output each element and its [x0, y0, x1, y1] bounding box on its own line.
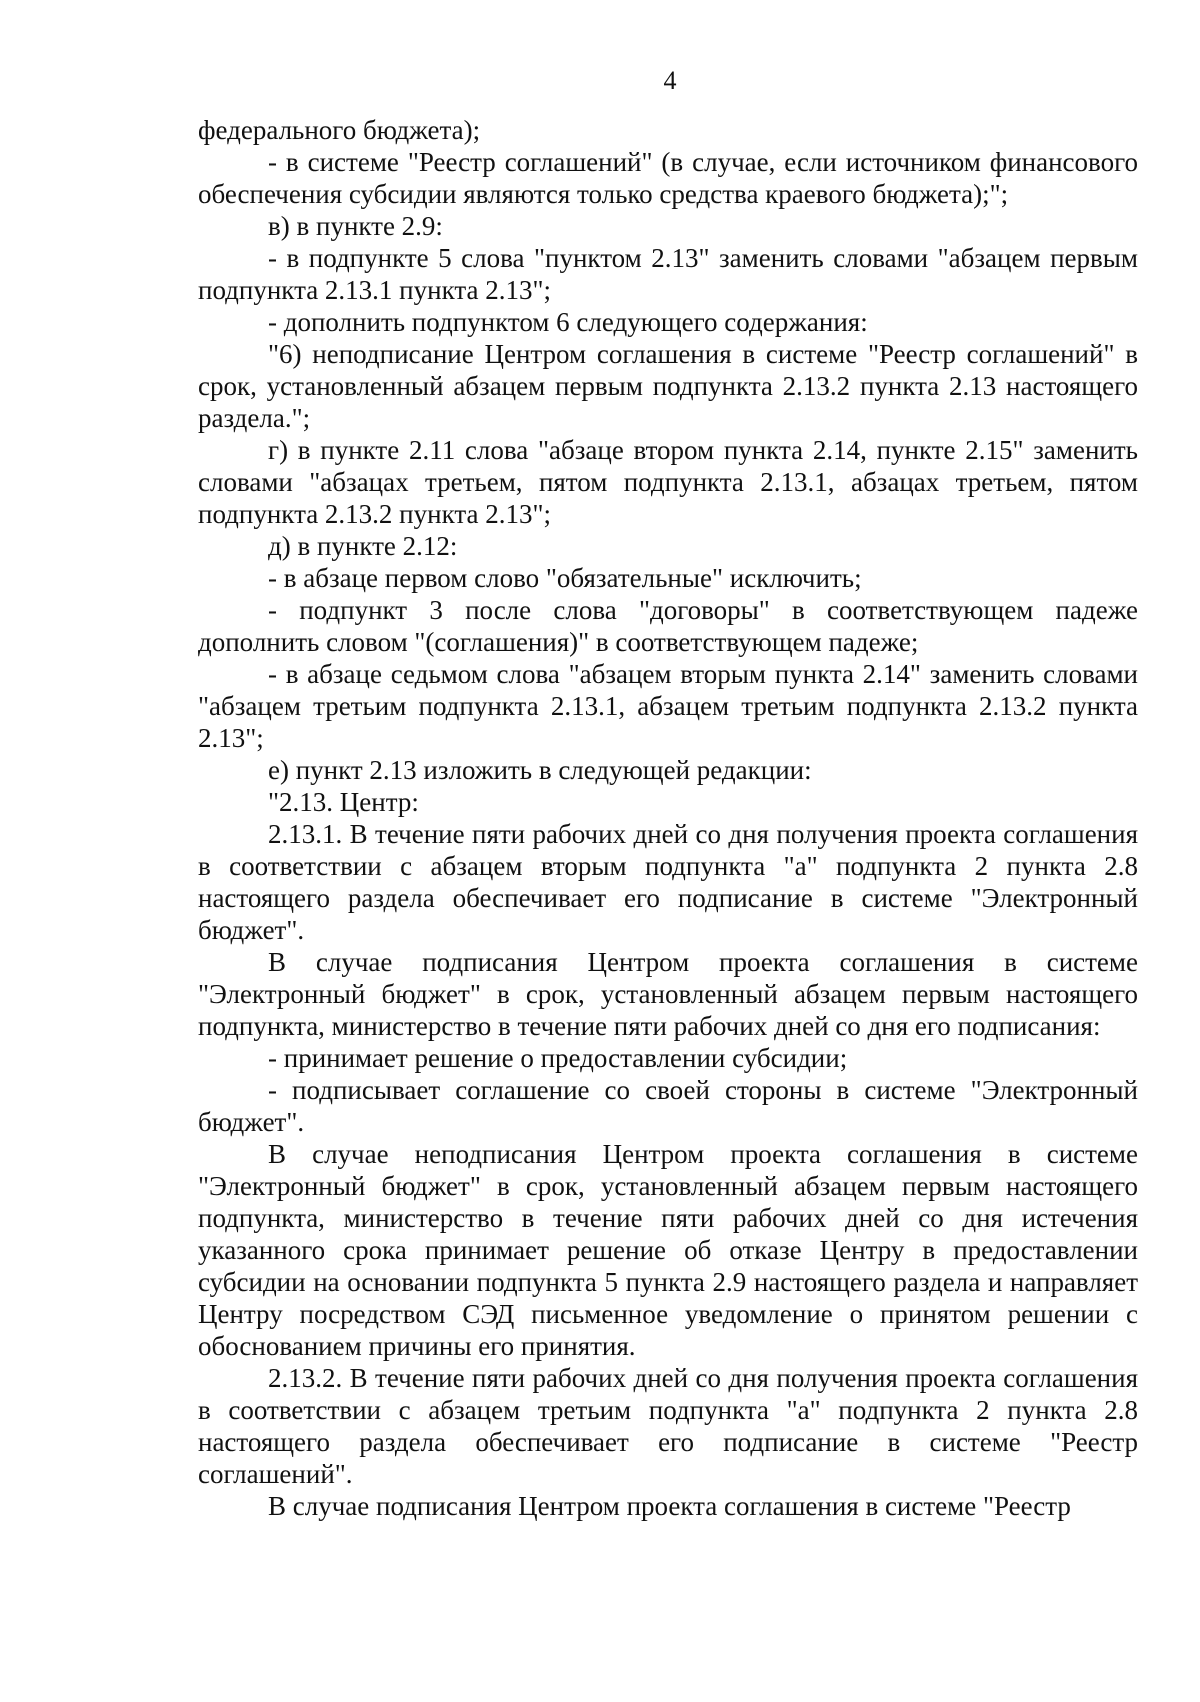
paragraph: - подпункт 3 после слова "договоры" в соответствующем падеже дополнить словом "(соглашения)" в соответствующем падеже; [198, 595, 1138, 657]
paragraph: "6) неподписание Центром соглашения в системе "Реестр соглашений" в срок, установленный абзацем первым подпункта 2.13.2 пункта 2.13 настоящего раздела."; [198, 339, 1138, 433]
paragraph: - в системе "Реестр соглашений" (в случае, если источником финансового обеспечения субсидии являются только средства краевого бюджета);"; [198, 147, 1138, 209]
paragraph: В случае подписания Центром проекта соглашения в системе "Реестр [268, 1491, 1071, 1521]
paragraph: "2.13. Центр: [268, 787, 419, 817]
paragraph: в) в пункте 2.9: [268, 211, 443, 241]
paragraph: - подписывает соглашение со своей стороны в системе "Электронный бюджет". [198, 1075, 1138, 1137]
paragraph: федерального бюджета); [198, 115, 481, 145]
document-body [198, 114, 1138, 1522]
paragraph: - в абзаце седьмом слова "абзацем вторым пункта 2.14" заменить словами "абзацем третьим подпункта 2.13.1, абзацем третьим подпункта 2.13.2 пункта 2.13"; [198, 659, 1138, 753]
paragraph: В случае неподписания Центром проекта соглашения в системе "Электронный бюджет" в срок, установленный абзацем первым настоящего подпункта, министерство в течение пяти рабочих дней со дня истечения указанного срока принимает решение об отказе Центру в предоставлении субсидии на основании подпункта 5 пункта 2.9 настоящего раздела и направляет Центру посредством СЭД письменное уведомление о принятом решении с обоснованием причины его принятия. [198, 1139, 1138, 1361]
paragraph: 2.13.1. В течение пяти рабочих дней со дня получения проекта соглашения в соответствии с абзацем вторым подпункта "а" подпункта 2 пункта 2.8 настоящего раздела обеспечивает его подписание в системе "Электронный бюджет". [198, 819, 1138, 945]
paragraph: е) пункт 2.13 изложить в следующей редакции: [268, 755, 812, 785]
paragraph: 2.13.2. В течение пяти рабочих дней со дня получения проекта соглашения в соответствии с абзацем третьим подпункта "а" подпункта 2 пункта 2.8 настоящего раздела обеспечивает его подписание в системе "Реестр соглашений". [198, 1363, 1138, 1489]
paragraph: г) в пункте 2.11 слова "абзаце втором пункта 2.14, пункте 2.15" заменить словами "абзацах третьем, пятом подпункта 2.13.1, абзацах третьем, пятом подпункта 2.13.2 пункта 2.13"; [198, 435, 1138, 529]
page-number: 4 [663, 66, 677, 95]
paragraph: - в подпункте 5 слова "пунктом 2.13" заменить словами "абзацем первым подпункта 2.13.1 пункта 2.13"; [198, 243, 1138, 305]
paragraph: - принимает решение о предоставлении субсидии; [268, 1043, 848, 1073]
paragraph: - в абзаце первом слово "обязательные" исключить; [268, 563, 862, 593]
paragraph: В случае подписания Центром проекта соглашения в системе "Электронный бюджет" в срок, установленный абзацем первым настоящего подпункта, министерство в течение пяти рабочих дней со дня его подписания: [198, 947, 1138, 1041]
paragraph: - дополнить подпунктом 6 следующего содержания: [268, 307, 868, 337]
paragraph: д) в пункте 2.12: [268, 531, 458, 561]
